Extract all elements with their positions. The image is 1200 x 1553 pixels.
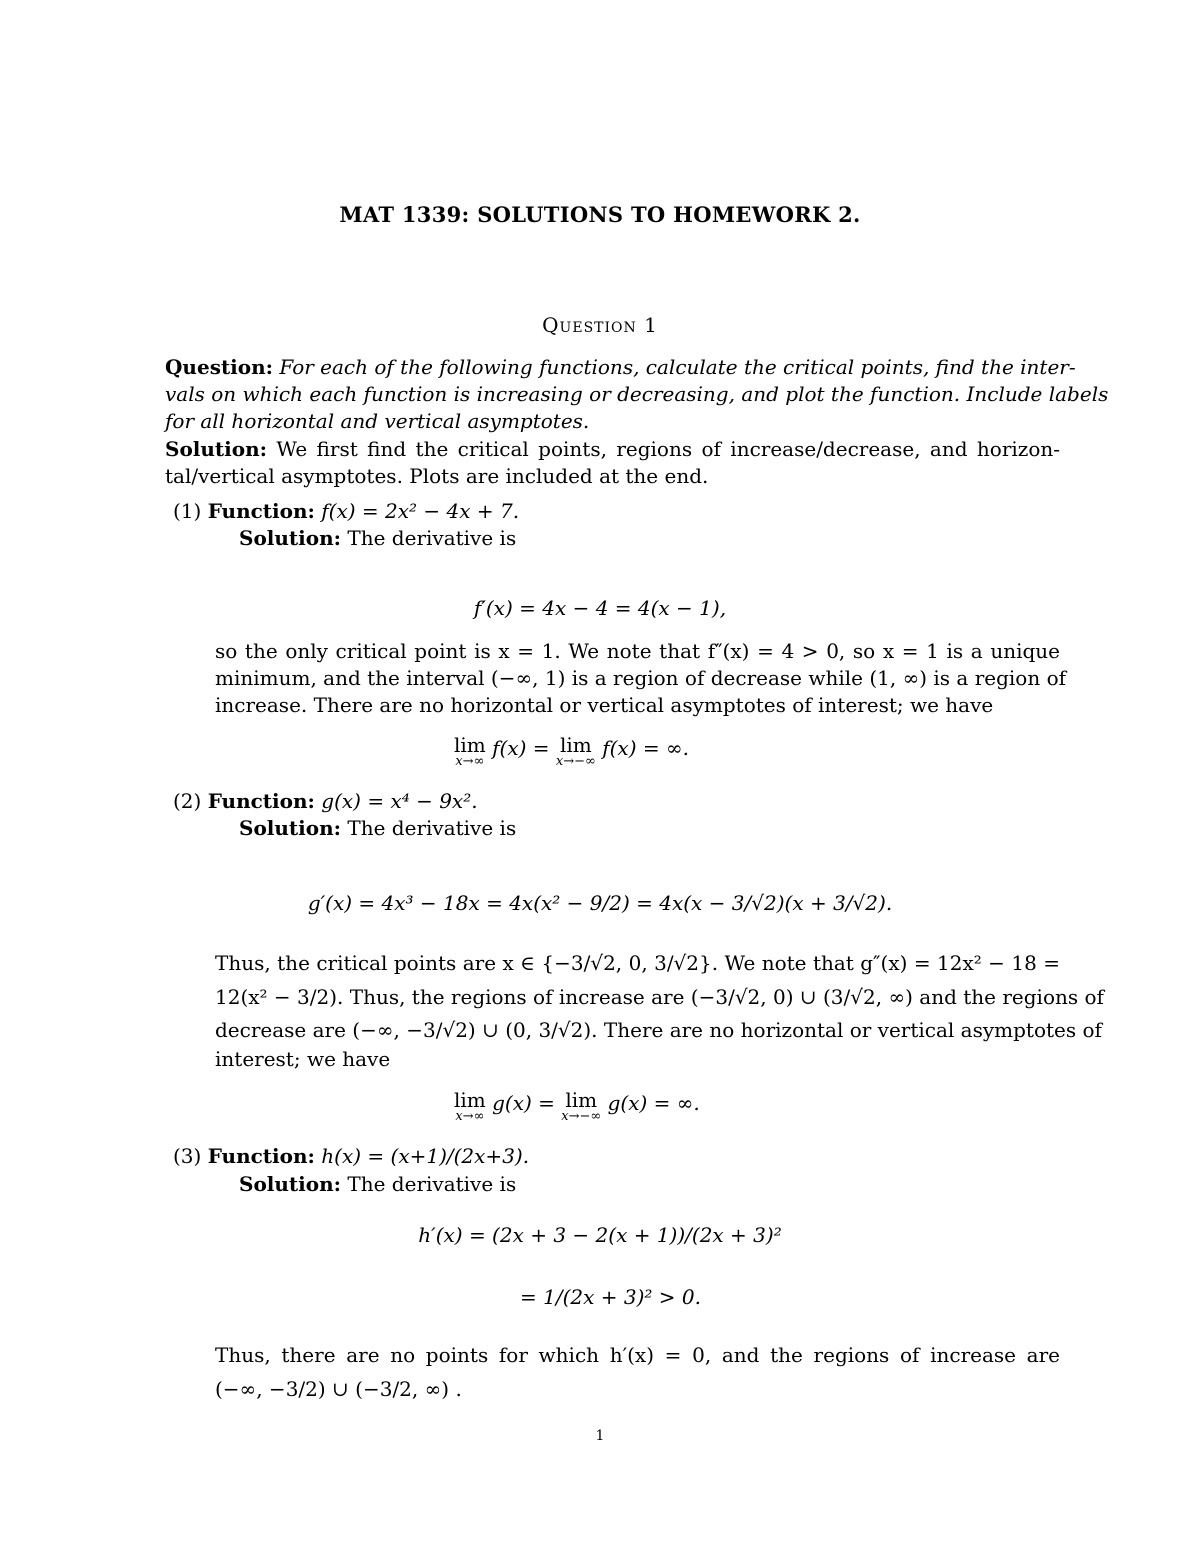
item-1-function-label: Function:	[207, 499, 315, 523]
item-3-function-line	[173, 1143, 529, 1170]
item-3-solution-text: The derivative is	[347, 1172, 517, 1196]
item-1-limit: lim x→∞ f(x) = lim x→−∞ f(x) = ∞.	[454, 733, 689, 769]
item-2-derivative: g′(x) = 4x³ − 18x = 4x(x² − 9/2) = 4x(x − 3/√2)(x + 3/√2).	[307, 891, 893, 915]
question-line-1	[165, 354, 1076, 381]
item-1-derivative: f′(x) = 4x − 4 = 4(x − 1),	[473, 596, 727, 620]
item-3-derivative-line-1: h′(x) = (2x + 3 − 2(x + 1))/(2x + 3)²	[418, 1223, 782, 1247]
item-2-body-line-4: interest; we have	[215, 1047, 391, 1071]
item-2-solution-label: Solution:	[239, 816, 342, 840]
item-3-function-expr: h(x) = (x+1)/(2x+3).	[321, 1144, 530, 1168]
question-text-1: For each of the following functions, calculate the critical points, find the inter-	[279, 355, 1076, 379]
item-1-body-line-3: increase. There are no horizontal or vertical asymptotes of interest; we have	[215, 693, 994, 717]
item-2-body-line-3: decrease are (−∞, −3/√2) ∪ (0, 3/√2). There are no horizontal or vertical asymptotes of	[215, 1018, 1102, 1042]
item-2-function-label: Function:	[207, 789, 315, 813]
section-heading: Question 1	[542, 313, 658, 337]
solution-intro-line-1	[165, 436, 1060, 463]
question-line-2: vals on which each function is increasing or decreasing, and plot the function. Include labels	[165, 382, 1109, 406]
question-label: Question:	[165, 355, 274, 379]
item-2-function-line	[173, 788, 478, 815]
item-1-body-line-2: minimum, and the interval (−∞, 1) is a region of decrease while (1, ∞) is a region of	[215, 666, 1067, 690]
item-1-body-line-1: so the only critical point is x = 1. We note that f″(x) = 4 > 0, so x = 1 is a unique	[215, 639, 1060, 663]
item-1-function-line	[173, 498, 519, 525]
item-3-number: (3)	[173, 1144, 202, 1168]
solution-intro-text-1: We first find the critical points, regions of increase/decrease, and horizon-	[276, 437, 1061, 461]
item-1-number: (1)	[173, 499, 202, 523]
item-3-solution-line	[239, 1171, 516, 1198]
item-3-solution-label: Solution:	[239, 1172, 342, 1196]
item-1-function-expr: f(x) = 2x² − 4x + 7.	[321, 499, 520, 523]
item-2-function-expr: g(x) = x⁴ − 9x².	[321, 789, 478, 813]
item-3-body-line-1: Thus, there are no points for which h′(x) = 0, and the regions of increase are	[215, 1343, 1060, 1367]
item-3-body-line-2: (−∞, −3/2) ∪ (−3/2, ∞) .	[215, 1377, 462, 1401]
page-number: 1	[595, 1428, 605, 1444]
item-2-body-line-2: 12(x² − 3/2). Thus, the regions of increase are (−3/√2, 0) ∪ (3/√2, ∞) and the regions of	[215, 985, 1104, 1009]
item-2-number: (2)	[173, 789, 202, 813]
item-1-solution-label: Solution:	[239, 526, 342, 550]
solution-intro-label: Solution:	[165, 437, 268, 461]
item-2-solution-text: The derivative is	[347, 816, 517, 840]
solution-intro-line-2: tal/vertical asymptotes. Plots are included at the end.	[165, 464, 709, 488]
question-line-3: for all horizontal and vertical asymptotes.	[165, 409, 590, 433]
item-2-limit: lim x→∞ g(x) = lim x→−∞ g(x) = ∞.	[454, 1088, 700, 1124]
item-1-solution-text: The derivative is	[347, 526, 517, 550]
item-1-solution-line	[239, 525, 516, 552]
item-3-derivative-line-2: = 1/(2x + 3)² > 0.	[520, 1285, 701, 1309]
item-2-solution-line	[239, 815, 516, 842]
item-3-function-label: Function:	[207, 1144, 315, 1168]
page-title: MAT 1339: SOLUTIONS TO HOMEWORK 2.	[339, 202, 861, 227]
item-2-body-line-1: Thus, the critical points are x ∈ {−3/√2, 0, 3/√2}. We note that g″(x) = 12x² − 18 =	[215, 951, 1060, 975]
